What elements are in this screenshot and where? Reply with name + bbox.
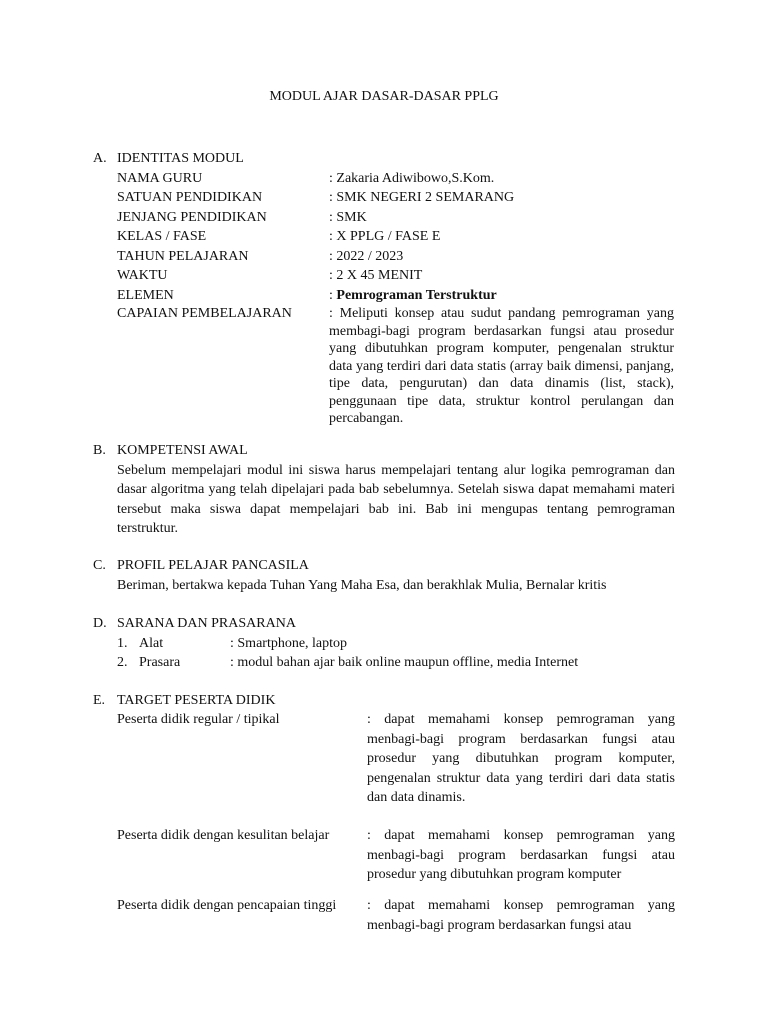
section-d-heading: [93, 614, 296, 634]
sarana-item-number: 2.: [117, 655, 128, 670]
identity-value: : 2 X 45 MENIT: [329, 268, 423, 283]
target-label: Peserta didik dengan pencapaian tinggi: [117, 898, 337, 913]
section-b-heading: [93, 441, 248, 461]
identity-label: KELAS / FASE: [117, 229, 207, 244]
capaian-pembelajaran-text: : Meliputi konsep atau sudut pandang pemrograman yang membagi-bagi program berdasarkan fungsi atau prosedur yang dibutuhkan program komputer, pengenalan struktur data yang terdiri dari data statis (array baik dimensi, panjang, tipe data, pengurutan) dan data dinamis (list, stack), penggunaan tipe data, struktur kontrol perulangan dan percabangan.: [329, 306, 674, 426]
sarana-item-number: 1.: [117, 635, 128, 651]
identity-value: : SMK: [329, 209, 367, 225]
target-value: : dapat memahami konsep pemrograman yang menbagi-bagi program berdasarkan fungsi atau prosedur yang dibutuhkan program komputer: [367, 828, 675, 882]
identity-value: [329, 286, 497, 306]
identity-row-elemen: [117, 286, 677, 306]
section-a-letter: A.: [93, 151, 107, 166]
section-d-letter: D.: [93, 616, 107, 631]
kompetensi-awal-text: Sebelum mempelajari modul ini siswa harus mempelajari tentang alur logika pemrograman dan dasar algoritma yang telah dipelajari pada bab sebelumnya. Setelah siswa dapat memahami materi tersebut maka siswa dapat mempelajari bab ini. Bab ini mengupas tentang pemrograman terstruktur.: [117, 462, 675, 536]
identity-label: JENJANG PENDIDIKAN: [117, 209, 267, 225]
identity-value: : SMK NEGERI 2 SEMARANG: [329, 190, 515, 205]
section-c-heading: [93, 556, 309, 576]
sarana-item-value: : Smartphone, laptop: [230, 635, 348, 651]
identity-row-nama-guru: [117, 169, 677, 189]
identity-label: NAMA GURU: [117, 170, 203, 186]
elemen-colon: :: [329, 287, 337, 303]
document-title: MODUL AJAR DASAR-DASAR PPLG: [269, 89, 499, 104]
section-e-letter: E.: [93, 693, 106, 708]
target-label: Peserta didik regular / tipikal: [117, 712, 280, 727]
section-b-title: KOMPETENSI AWAL: [117, 443, 248, 458]
identity-label: ELEMEN: [117, 287, 174, 303]
target-label: Peserta didik dengan kesulitan belajar: [117, 828, 330, 843]
identity-label: TAHUN PELAJARAN: [117, 248, 249, 264]
sarana-item-label: Alat: [139, 635, 164, 651]
target-value: : dapat memahami konsep pemrograman yang menbagi-bagi program berdasarkan fungsi atau prosedur yang dibutuhkan program komputer, pengenalan struktur data yang terdiri dari data statis dan data dinamis.: [367, 712, 675, 805]
identity-row-waktu: [117, 266, 677, 286]
section-b-letter: B.: [93, 443, 106, 458]
section-a-title: IDENTITAS MODUL: [117, 151, 244, 166]
identity-row-kelas-fase: [117, 227, 677, 247]
identity-row-satuan-pendidikan: [117, 188, 677, 208]
identity-value: : Zakaria Adiwibowo,S.Kom.: [329, 170, 495, 186]
identity-value: : X PPLG / FASE E: [329, 229, 441, 244]
identity-row-tahun-pelajaran: [117, 247, 677, 267]
sarana-item-value: : modul bahan ajar baik online maupun offline, media Internet: [230, 655, 579, 670]
section-a-heading: [93, 149, 244, 169]
elemen-value: Pemrograman Terstruktur: [336, 287, 497, 303]
identity-label: SATUAN PENDIDIKAN: [117, 190, 263, 205]
profil-pelajar-text: Beriman, bertakwa kepada Tuhan Yang Maha Esa, dan berakhlak Mulia, Bernalar kritis: [117, 577, 607, 593]
identity-label: CAPAIAN PEMBELAJARAN: [117, 306, 292, 321]
section-c-letter: C.: [93, 558, 106, 573]
identity-row-jenjang-pendidikan: [117, 208, 677, 228]
identity-value: : 2022 / 2023: [329, 248, 404, 264]
section-d-title: SARANA DAN PRASARANA: [117, 616, 296, 631]
identity-label: WAKTU: [117, 268, 168, 283]
sarana-item-label: Prasara: [139, 655, 181, 670]
section-e-title: TARGET PESERTA DIDIK: [117, 693, 276, 708]
section-e-heading: [93, 691, 275, 711]
section-c-title: PROFIL PELAJAR PANCASILA: [117, 558, 309, 573]
target-value: : dapat memahami konsep pemrograman yang menbagi-bagi program berdasarkan fungsi atau: [367, 898, 675, 933]
